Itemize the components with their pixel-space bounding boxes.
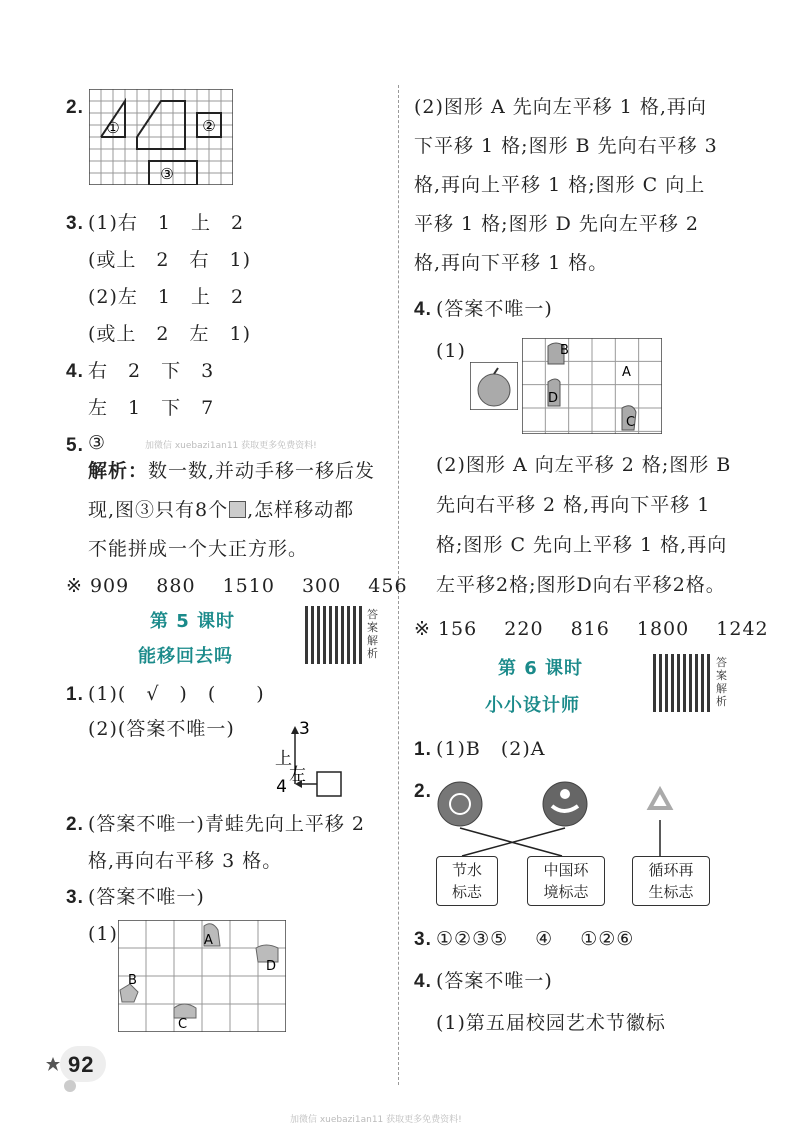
answer-line: (2)图形 A 向左平移 2 格;图形 B (436, 454, 732, 476)
answer-line: (1)第五届校园艺术节徽标 (436, 1012, 666, 1034)
grid-label: B (560, 343, 569, 358)
qr-code-icon[interactable] (653, 654, 711, 712)
grid-label: B (128, 973, 137, 988)
grid-label: C (626, 415, 636, 430)
lesson-title: 第 5 课时 (150, 611, 236, 632)
direction-diagram (255, 718, 355, 798)
answer-line: 格;图形 C 先向上平移 1 格,再向 (436, 534, 728, 556)
grid-label: A (622, 365, 631, 380)
lesson-title: 第 6 课时 (498, 658, 584, 679)
explanation-line (88, 462, 375, 481)
question-number: 2. (66, 97, 84, 118)
answer-line: (答案不唯一) (436, 970, 553, 992)
question-number: 4. (414, 971, 432, 992)
grid-label: C (178, 1017, 188, 1032)
watermark: 加微信 xuebazi1an11 获取更多免费资料! (145, 441, 317, 451)
explanation-label: 解析： (88, 460, 149, 482)
star-icon (46, 1056, 56, 1066)
grid-label: A (204, 933, 213, 948)
direction-label: 左 (289, 765, 306, 785)
question-number: 3. (414, 929, 432, 950)
extra-answers: ※ 909 880 1510 300 456 (66, 575, 408, 597)
lesson-subtitle: 小小设计师 (485, 695, 580, 716)
answer-line: (或上 2 左 1) (88, 323, 252, 345)
answer-line: (答案不唯一) (88, 886, 205, 908)
box-text: 中国环 (543, 861, 589, 879)
translation-grid-2 (118, 920, 286, 1032)
answer-line: 先向右平移 2 格,再向下平移 1 (436, 494, 711, 516)
qr-label: 答案解析 (716, 656, 727, 708)
square-icon (229, 501, 246, 518)
direction-label: 3 (299, 719, 310, 739)
explanation-text: 现,图③只有8个 (88, 499, 229, 521)
box-text: 生标志 (648, 883, 694, 901)
box-text: 标志 (451, 883, 482, 901)
direction-label: 4 (276, 777, 287, 797)
extra-answers: ※ 156 220 816 1800 1242 (414, 618, 769, 640)
watermark-bottom: 加微信 xuebazi1an11 获取更多免费资料! (290, 1115, 462, 1125)
answer-line: (1)B (2)A (436, 738, 546, 760)
label-box-water (436, 856, 498, 906)
lesson-subtitle: 能移回去吗 (138, 646, 233, 667)
question-number: 3. (66, 887, 84, 908)
page-number: 92 (68, 1052, 95, 1077)
question-number: 4. (66, 361, 84, 382)
answer-line: (1)( √ ) ( ) (88, 683, 265, 705)
answer-line: (2)(答案不唯一) (88, 718, 235, 740)
apple-grid (522, 338, 662, 434)
explanation-text: 数一数,并动手移一移后发 (148, 460, 376, 482)
qr-label: 答案解析 (367, 608, 378, 660)
question-number: 2. (66, 814, 84, 835)
answer-line: 平移 1 格;图形 D 先向左平移 2 (414, 213, 700, 235)
answer-line: 格,再向右平移 3 格。 (88, 850, 283, 872)
direction-label: 上 (275, 749, 292, 769)
answer-line: 格,再向上平移 1 格;图形 C 向上 (414, 174, 706, 196)
box-text: 节水 (451, 861, 482, 879)
decoration-dot (64, 1080, 76, 1092)
grid-label: D (548, 391, 559, 406)
grid-label: D (266, 959, 277, 974)
question-number: 1. (414, 739, 432, 760)
question-number: 2. (414, 781, 432, 802)
answer-line: (1) (88, 923, 118, 945)
question-number: 3. (66, 213, 84, 234)
question-number: 4. (414, 299, 432, 320)
question-number: 1. (66, 684, 84, 705)
qr-code-icon[interactable] (305, 606, 363, 664)
explanation-text: ,怎样移动都 (247, 499, 355, 521)
answer-line: (2)左 1 上 2 (88, 286, 245, 308)
answer-line: ③ (88, 432, 107, 454)
answer-line: (或上 2 右 1) (88, 249, 252, 271)
label-box-recycle (632, 856, 710, 906)
box-text: 循环再 (648, 861, 694, 879)
answer-line: (1) (436, 340, 466, 362)
answer-line: (2)图形 A 先向左平移 1 格,再向 (414, 96, 707, 118)
apple-card (470, 362, 518, 410)
shape-label: ③ (160, 165, 174, 183)
label-box-env (527, 856, 605, 906)
answer-line: (1)右 1 上 2 (88, 212, 245, 234)
explanation-line (88, 501, 354, 520)
explanation-line: 不能拼成一个大正方形。 (88, 538, 309, 560)
shape-label: ② (202, 117, 216, 135)
question-number: 5. (66, 435, 84, 456)
shape-label: ① (106, 119, 120, 137)
answer-line: 左平移2格;图形D向右平移2格。 (436, 574, 726, 596)
answer-line: (答案不唯一) (436, 298, 553, 320)
box-text: 境标志 (543, 883, 589, 901)
answer-line: (答案不唯一)青蛙先向上平移 2 (88, 813, 365, 835)
answer-line: 下平移 1 格;图形 B 先向右平移 3 (414, 135, 718, 157)
translation-grid-1 (89, 89, 233, 185)
answer-line: 格,再向下平移 1 格。 (414, 252, 609, 274)
answer-line: ①②③⑤ ④ ①②⑥ (436, 928, 635, 950)
answer-line: 右 2 下 3 (88, 360, 215, 382)
answer-line: 左 1 下 7 (88, 397, 215, 419)
